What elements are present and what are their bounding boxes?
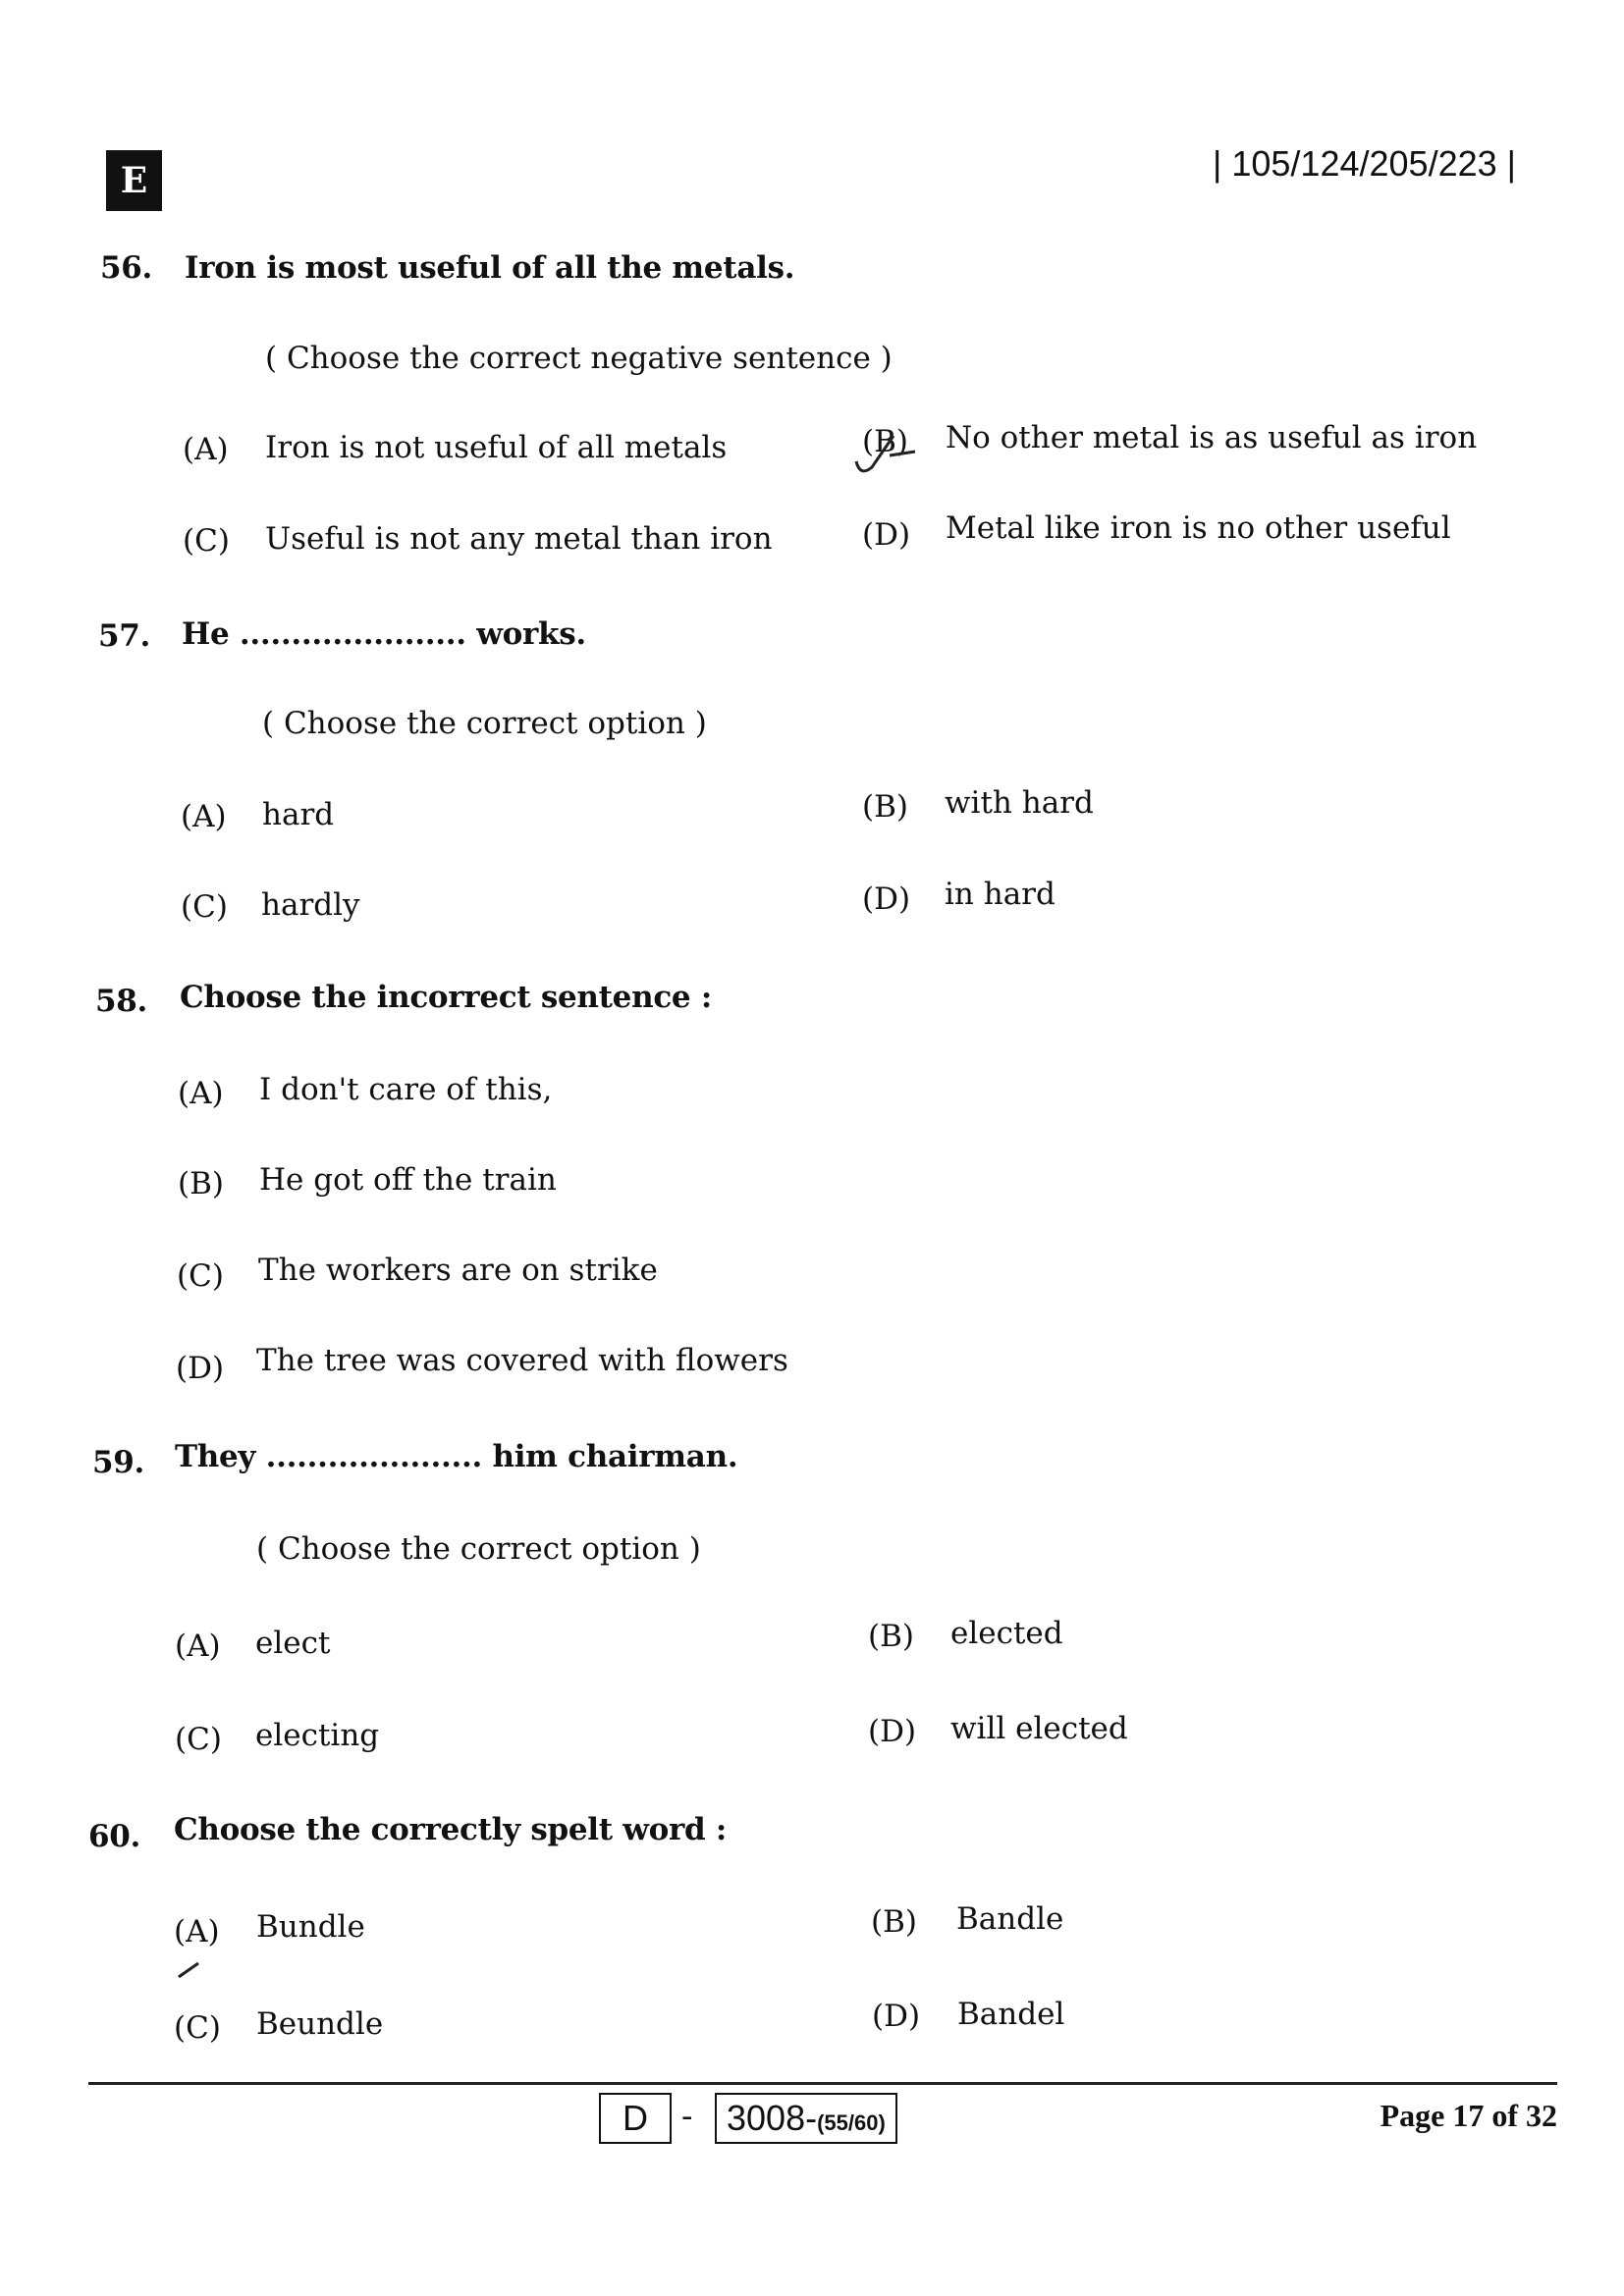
question-instruction: ( Choose the correct option ) [262,706,707,741]
booklet-code-box [715,2093,897,2144]
option-text: elected [950,1616,1063,1651]
question-text: Iron is most useful of all the metals. [185,250,795,286]
option-text: Metal like iron is no other useful [946,510,1451,546]
option-label: (B) [178,1166,224,1201]
option-text: He got off the train [259,1162,557,1198]
question-number: 57. [98,618,151,654]
option-text: Iron is not useful of all metals [265,430,728,465]
option-label: (B) [862,424,908,459]
option-label: (D) [862,881,911,917]
option-text: Beundle [256,2006,384,2042]
question-text: Choose the correctly spelt word : [174,1812,728,1847]
option-label: (C) [181,889,228,925]
option-text: The workers are on strike [258,1253,658,1288]
option-label: (A) [181,799,227,834]
question-text: He ...................... works. [182,616,586,652]
handwritten-tick-icon [175,1959,204,1981]
option-label: (A) [178,1076,224,1111]
option-label: (A) [174,1914,220,1949]
option-text: Bundle [256,1909,365,1945]
option-text: Bandel [957,1997,1065,2032]
option-text: The tree was covered with flowers [256,1343,788,1378]
option-text: in hard [945,877,1056,912]
option-label: (D) [872,1999,921,2034]
booklet-code-sub: (55/60) [817,2110,886,2135]
footer-rule [88,2082,1557,2085]
option-label: (D) [862,517,911,553]
question-instruction: ( Choose the correct option ) [256,1531,701,1567]
option-label: (B) [871,1904,917,1940]
option-text: hardly [261,887,360,923]
question-instruction: ( Choose the correct negative sentence ) [265,341,893,376]
option-text: Useful is not any metal than iron [265,521,773,557]
option-label: (B) [862,789,908,825]
question-number: 56. [100,250,153,286]
question-text: They ..................... him chairman. [175,1439,738,1474]
option-text: electing [255,1718,380,1753]
option-label: (A) [183,432,229,467]
option-label: (D) [868,1714,917,1749]
option-text: will elected [950,1711,1128,1746]
footer-dash: - [681,2097,693,2136]
set-badge: E [106,150,162,211]
page-number: Page 17 of 32 [1380,2098,1557,2133]
question-number: 58. [95,984,148,1019]
question-number: 60. [88,1819,141,1854]
option-label: (A) [175,1629,221,1664]
option-label: (C) [177,1258,224,1294]
option-label: (C) [174,2010,221,2046]
question-text: Choose the incorrect sentence : [180,980,712,1015]
option-label: (C) [183,523,230,559]
booklet-code: 3008- [727,2098,818,2138]
option-text: hard [262,797,335,832]
option-text: elect [255,1626,331,1661]
question-number: 59. [92,1445,145,1480]
option-text: Bandle [956,1901,1064,1937]
option-label: (D) [176,1351,225,1386]
option-text: No other metal is as useful as iron [946,420,1478,455]
option-text: I don't care of this, [259,1072,553,1107]
option-text: with hard [945,785,1094,821]
paper-codes: | 105/124/205/223 | [1213,143,1516,184]
handwritten-tick-icon [850,422,921,481]
option-label: (B) [868,1619,914,1654]
option-label: (C) [175,1722,222,1757]
series-box: D [599,2093,672,2144]
